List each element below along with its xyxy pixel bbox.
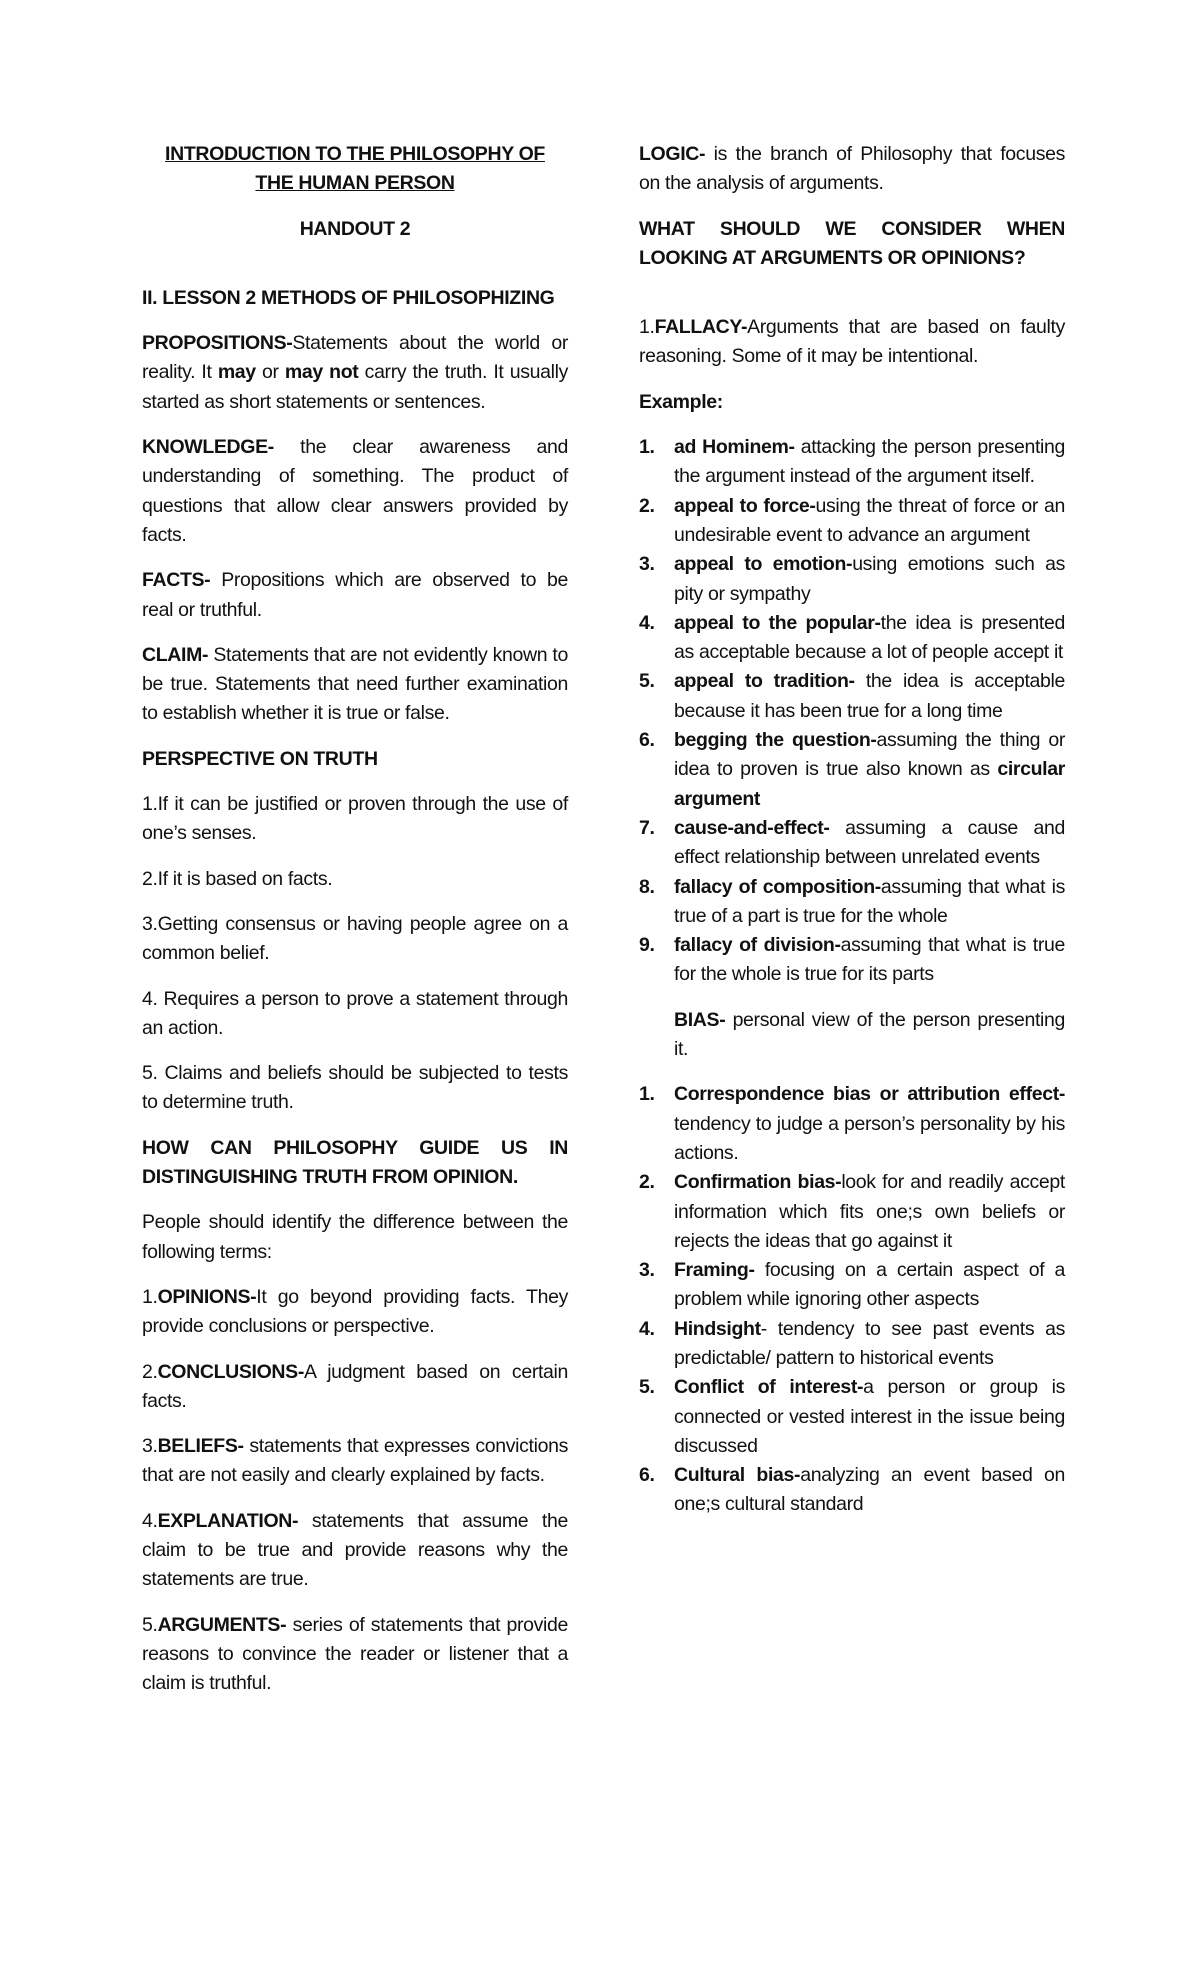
term-item-conclusions: 2.CONCLUSIONS-A judgment based on certain facts. bbox=[142, 1360, 568, 1412]
list-item: 1. Correspondence bias or attribution effect- tendency to judge a person’s personality by his actions. bbox=[639, 1083, 1065, 1164]
lesson-heading: II. LESSON 2 METHODS OF PHILOSOPHIZING bbox=[142, 286, 555, 309]
perspective-item: 1.If it can be justified or proven through the use of one’s senses. bbox=[142, 793, 568, 845]
perspective-heading: PERSPECTIVE ON TRUTH bbox=[142, 747, 378, 770]
document-title: INTRODUCTION TO THE PHILOSOPHY OF THE HUMAN PERSON bbox=[165, 143, 545, 195]
list-item: 6. Cultural bias-analyzing an event based on one;s cultural standard bbox=[639, 1464, 1066, 1516]
list-item: 8. fallacy of composition-assuming that what is true of a part is true for the whole bbox=[639, 875, 1065, 927]
list-item: 7. cause-and-effect- assuming a cause and effect relationship between unrelated events bbox=[639, 816, 1065, 869]
list-item: 1. ad Hominem- attacking the person presenting the argument instead of the argument itself. bbox=[639, 436, 1065, 488]
term-item-opinions: 1.OPINIONS-It go beyond providing facts. They provide conclusions or perspective. bbox=[142, 1285, 568, 1338]
perspective-item: 5. Claims and beliefs should be subjected to tests to determine truth. bbox=[142, 1062, 568, 1114]
perspective-item: 3.Getting consensus or having people agree on a common belief. bbox=[142, 912, 568, 965]
list-item: 2. appeal to force-using the threat of force or an undesirable event to advance an argument bbox=[639, 494, 1066, 546]
term-item-arguments: 5.ARGUMENTS- series of statements that provide reasons to convince the reader or listener that a claim is truthful. bbox=[142, 1613, 568, 1695]
bias-list bbox=[639, 1080, 1065, 1519]
handout-label: HANDOUT 2 bbox=[299, 217, 411, 240]
left-column bbox=[142, 140, 568, 1714]
consider-heading: WHAT SHOULD WE CONSIDER WHEN LOOKING AT ARGUMENTS OR OPINIONS? bbox=[639, 217, 1065, 269]
logic-paragraph: LOGIC- is the branch of Philosophy that focuses on the analysis of arguments. bbox=[639, 143, 1065, 195]
guide-heading: HOW CAN PHILOSOPHY GUIDE US IN DISTINGUISHING TRUTH FROM OPINION. bbox=[142, 1136, 568, 1189]
list-item: 4. appeal to the popular-the idea is presented as acceptable because a lot of people accept it bbox=[639, 611, 1065, 664]
claim-paragraph: CLAIM- Statements that are not evidently known to be true. Statements that need further examination to establish whether it is true or false. bbox=[142, 643, 568, 725]
propositions-paragraph: PROPOSITIONS-Statements about the world or reality. It may or may not carry the truth. It usually started as short statements or sentences. bbox=[142, 332, 568, 413]
list-item: 4. Hindsight- tendency to see past events as predictable/ pattern to historical events bbox=[639, 1317, 1065, 1369]
knowledge-paragraph: KNOWLEDGE- the clear awareness and understanding of something. The product of questions that allow clear answers provided by facts. bbox=[142, 436, 568, 546]
right-column bbox=[639, 140, 1065, 1536]
perspective-item: 4. Requires a person to prove a statement through an action. bbox=[142, 987, 568, 1039]
list-item: 5. appeal to tradition- the idea is acceptable because it has been true for a long time bbox=[639, 670, 1065, 722]
list-item: 5. Conflict of interest-a person or group is connected or vested interest in the issue being discussed bbox=[639, 1376, 1065, 1457]
perspective-item: 2.If it is based on facts. bbox=[142, 867, 333, 890]
term-item-beliefs: 3.BELIEFS- statements that expresses convictions that are not easily and clearly explained by facts. bbox=[142, 1435, 568, 1487]
term-item-explanation: 4.EXPLANATION- statements that assume the claim to be true and provide reasons why the statements are true. bbox=[142, 1509, 568, 1591]
list-item: 9. fallacy of division-assuming that what is true for the whole is true for its parts bbox=[639, 934, 1065, 986]
list-item: 2. Confirmation bias-look for and readily accept information which fits one;s own beliefs or rejects the ideas that go against it bbox=[639, 1171, 1065, 1252]
list-item: 3. Framing- focusing on a certain aspect of a problem while ignoring other aspects bbox=[639, 1259, 1065, 1311]
list-item: 3. appeal to emotion-using emotions such as pity or sympathy bbox=[639, 553, 1065, 605]
list-item: 6. begging the question-assuming the thing or idea to proven is true also known as circular argument bbox=[639, 729, 1066, 810]
example-label: Example: bbox=[639, 390, 723, 413]
fallacy-paragraph: 1.FALLACY-Arguments that are based on faulty reasoning. Some of it may be intentional. bbox=[639, 316, 1065, 368]
facts-paragraph: FACTS- Propositions which are observed to be real or truthful. bbox=[142, 569, 568, 621]
bias-paragraph: BIAS- personal view of the person presenting it. bbox=[674, 1008, 1065, 1061]
identify-paragraph: People should identify the difference between the following terms: bbox=[142, 1211, 568, 1263]
fallacy-list bbox=[639, 433, 1065, 990]
